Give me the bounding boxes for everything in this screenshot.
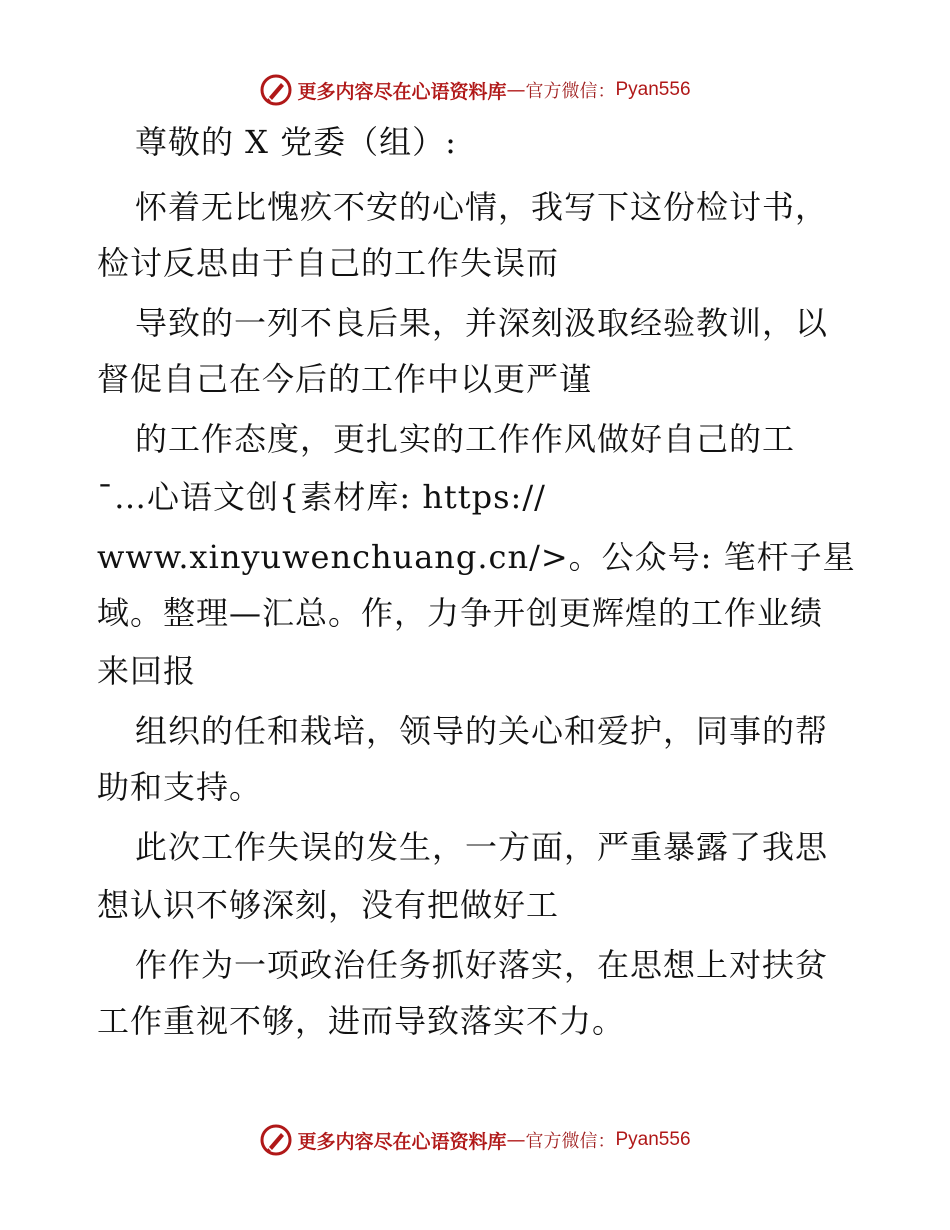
banner-dash: —: [506, 79, 526, 101]
paragraph-line: www.xinyuwenchuang.cn/>。公众号: 笔杆子星: [97, 538, 856, 576]
banner-wechat-id: Pyan556: [615, 79, 691, 100]
banner-wechat-id: Pyan556: [615, 1129, 691, 1150]
paragraph-line: ¯…心语文创{素材库: https://: [97, 478, 546, 516]
header-banner: [0, 70, 950, 110]
paragraph-line: 此次工作失误的发生，一方面，严重暴露了我思: [135, 828, 829, 866]
paragraph-line: 的工作态度，更扎实的工作作风做好自己的工: [135, 420, 796, 458]
pen-logo-icon: [259, 1123, 293, 1157]
banner-dash: —: [506, 1129, 526, 1151]
paragraph-line: 工作重视不够，进而导致落实不力。: [97, 1002, 626, 1040]
paragraph-line: 作作为一项政治任务抓好落实，在思想上对扶贫: [135, 946, 829, 984]
paragraph-line: 助和支持。: [97, 768, 263, 806]
footer-banner: [0, 1120, 950, 1160]
paragraph-line: 怀着无比愧疚不安的心情，我写下这份检讨书，: [135, 188, 829, 226]
salutation-line: 尊敬的 X 党委（组）:: [135, 123, 457, 161]
paragraph-line: 组织的任和栽培，领导的关心和爱护，同事的帮: [135, 712, 829, 750]
paragraph-line: 来回报: [97, 652, 197, 690]
banner-main-text: 更多内容尽在心语资料库: [297, 1130, 507, 1153]
paragraph-line: 想认识不够深刻，没有把做好工: [97, 886, 560, 924]
paragraph-line: 督促自己在今后的工作中以更严谨: [97, 360, 593, 398]
banner-main-text: 更多内容尽在心语资料库: [297, 80, 507, 103]
banner-wechat-label: 官方微信：: [525, 81, 616, 102]
banner-wechat-label: 官方微信：: [525, 1131, 616, 1152]
paragraph-line: 域。整理—汇总。作，力争开创更辉煌的工作业绩: [97, 594, 824, 632]
pen-logo-icon: [259, 73, 293, 107]
paragraph-line: 导致的一列不良后果，并深刻汲取经验教训，以: [135, 304, 829, 342]
paragraph-line: 检讨反思由于自己的工作失误而: [97, 244, 560, 282]
